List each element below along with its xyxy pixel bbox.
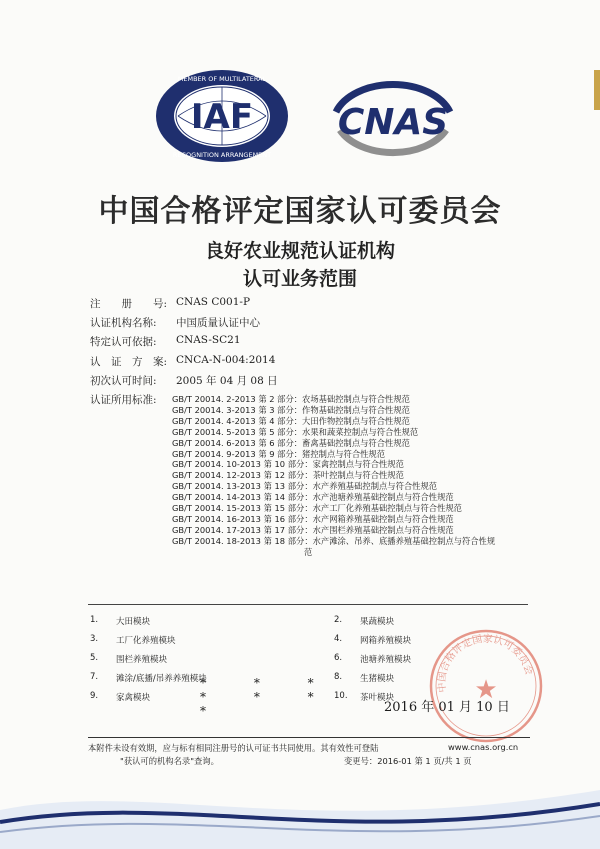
module-name: 滩涂/底播/吊养养殖模块: [116, 674, 207, 684]
info-label: 认证机构名称:: [90, 317, 157, 330]
footer-note-line2: "获认可的机构名录"查询。: [120, 756, 219, 766]
module-name: 池塘养殖模块: [360, 655, 412, 665]
module-number: 2.: [334, 615, 343, 625]
standard-item: GB/T 20014. 17-2013 第 17 部分：水产围栏养殖基础控制点与符合性规范: [172, 524, 454, 535]
info-value: CNAS-SC21: [176, 334, 241, 347]
info-row-criteria: [90, 334, 550, 353]
module-name: 家禽模块: [116, 693, 151, 703]
module-name: 网箱养殖模块: [360, 636, 412, 646]
iaf-letters: IAF: [190, 97, 254, 137]
standard-item-continuation: 范: [304, 546, 313, 557]
standard-item: GB/T 20014. 9-2013 第 9 部分：猪控制点与符合性规范: [172, 448, 386, 459]
official-seal: [426, 626, 546, 746]
info-value: CNAS C001-P: [176, 296, 251, 308]
main-title: 中国合格评定国家认可委员会: [98, 194, 502, 229]
standard-item: GB/T 20014. 6-2013 第 6 部分：畜禽基础控制点与符合性规范: [172, 437, 410, 448]
module-number: 8.: [334, 672, 343, 682]
standard-item: GB/T 20014. 15-2013 第 15 部分：水产工厂化养殖基础控制点与符合性规范: [172, 503, 462, 514]
subtitle-accreditation-body: 良好农业规范认证机构: [204, 240, 395, 262]
standard-item: GB/T 20014. 5-2013 第 5 部分：水果和蔬菜控制点与符合性规范: [172, 426, 419, 437]
issue-date: 2016 年 01 月 10 日: [384, 700, 510, 715]
info-value: 中国质量认证中心: [176, 317, 260, 330]
module-name: 工厂化养殖模块: [116, 636, 176, 646]
module-number: 6.: [334, 653, 343, 663]
info-label: 认 证 方 案:: [90, 355, 168, 368]
info-label: 认证所用标准:: [90, 393, 157, 406]
module-number: 7.: [90, 672, 99, 682]
cnas-letters: CNAS: [337, 102, 449, 143]
module-name: 果蔬模块: [360, 617, 395, 627]
standards-list: [172, 394, 502, 558]
page-edge-tab: [594, 70, 600, 110]
iaf-logo: [152, 66, 292, 166]
standard-item: GB/T 20014. 16-2013 第 16 部分：水产网箱养殖基础控制点与符合性规范: [172, 513, 454, 524]
footer-website: www.cnas.org.cn: [448, 742, 519, 752]
footer-wave-decoration: [0, 770, 600, 849]
iaf-ring-top: MEMBER OF MULTILATERAL: [177, 75, 267, 83]
standard-item: GB/T 20014. 3-2013 第 3 部分：作物基础控制点与符合性规范: [172, 404, 410, 415]
seal-text: 中国合格评定国家认可委员会: [436, 633, 535, 693]
info-row-registration: [90, 296, 550, 315]
standard-item: GB/T 20014. 2-2013 第 2 部分：农场基础控制点与符合性规范: [172, 394, 410, 404]
standard-item: GB/T 20014. 12-2013 第 12 部分：茶叶控制点与符合性规范: [172, 470, 404, 481]
info-label: 注 册 号:: [90, 298, 168, 310]
standard-item: GB/T 20014. 4-2013 第 4 部分：大田作物控制点与符合性规范: [172, 415, 410, 426]
standard-item: GB/T 20014. 13-2013 第 13 部分：水产养殖基础控制点与符合性规范: [172, 481, 438, 492]
module-number: 9.: [90, 691, 99, 701]
footer-note-line1: 本附件未设有效期，应与标有相同注册号的认可证书共同使用。其有效性可登陆: [88, 743, 379, 753]
info-row-body-name: [90, 315, 550, 334]
subtitle-scope: 认可业务范围: [242, 268, 357, 290]
module-name: 茶叶模块: [360, 693, 395, 703]
module-number: 5.: [90, 653, 99, 663]
info-label: 初次认可时间:: [90, 374, 157, 387]
info-value: CNCA-N-004:2014: [176, 353, 276, 366]
module-name: 大田模块: [116, 617, 151, 627]
module-number: 4.: [334, 634, 343, 644]
module-name: 围栏养殖模块: [116, 655, 168, 665]
footer-version: 变更号：2016-01 第 1 页/共 1 页: [344, 756, 472, 766]
standard-item: GB/T 20014. 14-2013 第 14 部分：水产池塘养殖基础控制点与符合性规范: [172, 492, 454, 503]
info-row-scheme: [90, 354, 550, 373]
module-number: 10.: [334, 691, 348, 701]
module-name: 生猪模块: [360, 674, 395, 684]
section-divider: [88, 604, 528, 605]
standard-item: GB/T 20014. 10-2013 第 10 部分：家禽控制点与符合性规范: [172, 459, 404, 470]
end-stars: * * * * * * *: [200, 676, 336, 718]
module-number: 1.: [90, 615, 99, 625]
standard-item: GB/T 20014. 18-2013 第 18 部分：水产滩涂、吊养、底播养殖基础控制点与符合性规: [172, 535, 496, 546]
info-row-initial-date: [90, 373, 550, 392]
info-value: 2005 年 04 月 08 日: [176, 374, 278, 387]
cnas-logo: [318, 72, 468, 168]
info-label: 特定认可依据:: [90, 336, 157, 349]
module-number: 3.: [90, 634, 99, 644]
iaf-ring-bottom: RECOGNITION ARRANGEMENT: [172, 151, 272, 159]
footer-divider: [88, 737, 530, 738]
svg-text:★: ★: [474, 675, 498, 705]
